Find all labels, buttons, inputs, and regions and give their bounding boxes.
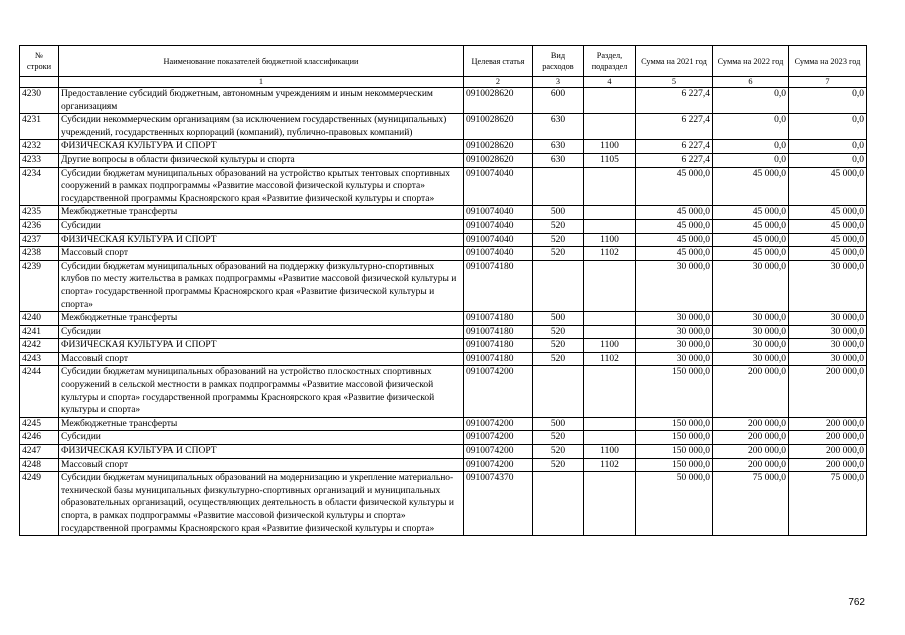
row-name: Другие вопросы в области физической культуры и спорта: [59, 153, 464, 167]
row-number: 4231: [20, 114, 59, 140]
row-sum-2021: 45 000,0: [636, 219, 713, 233]
row-target-code: 0910074200: [464, 458, 533, 472]
row-sum-2022: 200 000,0: [713, 366, 789, 417]
row-name: ФИЗИЧЕСКАЯ КУЛЬТУРА И СПОРТ: [59, 339, 464, 353]
table-row: [20, 260, 867, 311]
row-expense-type: 500: [533, 417, 584, 431]
row-expense-type: [533, 260, 584, 311]
row-section: 1105: [584, 153, 636, 167]
table-row: [20, 167, 867, 206]
row-number: 4236: [20, 219, 59, 233]
table-row: [20, 114, 867, 140]
row-section: [584, 167, 636, 206]
column-number: 7: [789, 77, 867, 88]
page-number: 762: [848, 597, 865, 608]
column-number: 2: [464, 77, 533, 88]
row-name: Субсидии бюджетам муниципальных образований на модернизацию и укрепление материально-технической базы муниципальных физкультурно-спортивных организаций и муниципальных образовательных организаций, осуществляющих деятельность в области физической культуры и спорта, в рамках подпрограммы «Развитие массовой физической культуры и спорта» государственной программы Красноярского края «Развитие физической культуры и спорта»: [59, 472, 464, 536]
row-expense-type: [533, 472, 584, 536]
column-number: 6: [713, 77, 789, 88]
row-number: 4242: [20, 339, 59, 353]
row-expense-type: 520: [533, 352, 584, 366]
row-expense-type: 520: [533, 325, 584, 339]
row-number: 4241: [20, 325, 59, 339]
row-sum-2022: 30 000,0: [713, 352, 789, 366]
row-sum-2022: 30 000,0: [713, 312, 789, 326]
row-target-code: 0910074180: [464, 260, 533, 311]
row-number: 4235: [20, 206, 59, 220]
row-section: [584, 114, 636, 140]
row-target-code: 0910074040: [464, 219, 533, 233]
row-sum-2021: 150 000,0: [636, 431, 713, 445]
row-expense-type: 520: [533, 247, 584, 261]
row-number: 4244: [20, 366, 59, 417]
header-row: [20, 46, 867, 77]
column-number-row: [20, 77, 867, 88]
row-sum-2021: 45 000,0: [636, 247, 713, 261]
row-expense-type: [533, 366, 584, 417]
row-name: Субсидии: [59, 325, 464, 339]
table-row: [20, 247, 867, 261]
row-number: 4243: [20, 352, 59, 366]
row-sum-2023: 200 000,0: [789, 431, 867, 445]
row-target-code: 0910074370: [464, 472, 533, 536]
row-section: 1102: [584, 352, 636, 366]
row-target-code: 0910074200: [464, 445, 533, 459]
row-sum-2021: 150 000,0: [636, 445, 713, 459]
row-sum-2022: 45 000,0: [713, 247, 789, 261]
table-row: [20, 153, 867, 167]
row-name: ФИЗИЧЕСКАЯ КУЛЬТУРА И СПОРТ: [59, 233, 464, 247]
row-target-code: 0910074040: [464, 206, 533, 220]
table-row: [20, 352, 867, 366]
row-sum-2021: 150 000,0: [636, 366, 713, 417]
row-sum-2023: 30 000,0: [789, 352, 867, 366]
column-number: 1: [59, 77, 464, 88]
row-name: Массовый спорт: [59, 247, 464, 261]
header-num: № строки: [20, 46, 59, 77]
row-section: 1102: [584, 458, 636, 472]
row-expense-type: 630: [533, 153, 584, 167]
row-sum-2022: 45 000,0: [713, 206, 789, 220]
row-sum-2023: 200 000,0: [789, 445, 867, 459]
row-sum-2021: 30 000,0: [636, 339, 713, 353]
row-name: Субсидии бюджетам муниципальных образований на устройство крытых тентовых спортивных сооружений в рамках подпрограммы «Развитие массовой физической культуры и спорта» государственной программы Красноярского края «Развитие физической культуры и спорта»: [59, 167, 464, 206]
row-sum-2022: 200 000,0: [713, 458, 789, 472]
row-section: 1100: [584, 140, 636, 154]
row-expense-type: 520: [533, 458, 584, 472]
row-name: Субсидии бюджетам муниципальных образований на устройство плоскостных спортивных сооружений в сельской местности в рамках подпрограммы «Развитие массовой физической культуры и спорта» государственной программы Красноярского края «Развитие физической культуры и спорта»: [59, 366, 464, 417]
row-name: Межбюджетные трансферты: [59, 417, 464, 431]
row-number: 4249: [20, 472, 59, 536]
table-row: [20, 88, 867, 114]
table-row: [20, 339, 867, 353]
row-sum-2022: 45 000,0: [713, 167, 789, 206]
row-section: [584, 417, 636, 431]
row-target-code: 0910028620: [464, 88, 533, 114]
row-sum-2021: 30 000,0: [636, 260, 713, 311]
column-number: 4: [584, 77, 636, 88]
row-sum-2022: 30 000,0: [713, 325, 789, 339]
row-expense-type: 520: [533, 445, 584, 459]
row-sum-2022: 200 000,0: [713, 445, 789, 459]
row-section: [584, 366, 636, 417]
column-number: [20, 77, 59, 88]
table-body: [20, 88, 867, 536]
row-section: [584, 219, 636, 233]
row-number: 4245: [20, 417, 59, 431]
row-sum-2021: 150 000,0: [636, 417, 713, 431]
row-name: Субсидии некоммерческим организациям (за исключением государственных (муниципальных) учреждений, государственных корпораций (компаний), публично-правовых компаний): [59, 114, 464, 140]
row-name: Межбюджетные трансферты: [59, 312, 464, 326]
row-section: 1100: [584, 233, 636, 247]
row-name: Массовый спорт: [59, 458, 464, 472]
table-row: [20, 431, 867, 445]
row-sum-2021: 150 000,0: [636, 458, 713, 472]
row-expense-type: 500: [533, 206, 584, 220]
row-sum-2022: 75 000,0: [713, 472, 789, 536]
column-number: 3: [533, 77, 584, 88]
row-sum-2022: 200 000,0: [713, 431, 789, 445]
row-number: 4239: [20, 260, 59, 311]
row-expense-type: 520: [533, 431, 584, 445]
header-sum-2022: Сумма на 2022 год: [713, 46, 789, 77]
table-row: [20, 206, 867, 220]
header-section: Раздел, подраздел: [584, 46, 636, 77]
header-sum-2021: Сумма на 2021 год: [636, 46, 713, 77]
row-target-code: 0910028620: [464, 140, 533, 154]
row-sum-2023: 30 000,0: [789, 260, 867, 311]
row-target-code: 0910074040: [464, 233, 533, 247]
budget-table: [19, 45, 867, 536]
table-row: [20, 140, 867, 154]
row-sum-2021: 30 000,0: [636, 325, 713, 339]
row-section: 1100: [584, 445, 636, 459]
row-target-code: 0910028620: [464, 153, 533, 167]
row-sum-2023: 75 000,0: [789, 472, 867, 536]
row-name: Субсидии бюджетам муниципальных образований на поддержку физкультурно-спортивных клубов по месту жительства в рамках подпрограммы «Развитие массовой физической культуры и спорта» государственной программы Красноярского края «Развитие физической культуры и спорта»: [59, 260, 464, 311]
row-section: 1100: [584, 339, 636, 353]
row-name: Субсидии: [59, 431, 464, 445]
row-number: 4247: [20, 445, 59, 459]
row-sum-2021: 6 227,4: [636, 114, 713, 140]
column-number: 5: [636, 77, 713, 88]
row-sum-2023: 200 000,0: [789, 458, 867, 472]
row-sum-2021: 45 000,0: [636, 167, 713, 206]
row-target-code: 0910074180: [464, 312, 533, 326]
table-row: [20, 472, 867, 536]
row-number: 4246: [20, 431, 59, 445]
row-name: ФИЗИЧЕСКАЯ КУЛЬТУРА И СПОРТ: [59, 445, 464, 459]
row-target-code: 0910028620: [464, 114, 533, 140]
row-sum-2023: 200 000,0: [789, 417, 867, 431]
row-sum-2023: 30 000,0: [789, 339, 867, 353]
row-expense-type: 630: [533, 114, 584, 140]
row-section: [584, 312, 636, 326]
row-sum-2021: 30 000,0: [636, 352, 713, 366]
row-sum-2023: 45 000,0: [789, 247, 867, 261]
row-sum-2023: 30 000,0: [789, 312, 867, 326]
row-expense-type: 500: [533, 312, 584, 326]
row-sum-2022: 0,0: [713, 114, 789, 140]
row-number: 4230: [20, 88, 59, 114]
row-sum-2021: 6 227,4: [636, 153, 713, 167]
row-sum-2023: 45 000,0: [789, 167, 867, 206]
row-sum-2021: 45 000,0: [636, 206, 713, 220]
row-sum-2022: 30 000,0: [713, 339, 789, 353]
row-number: 4233: [20, 153, 59, 167]
row-number: 4238: [20, 247, 59, 261]
table-row: [20, 445, 867, 459]
row-section: 1102: [584, 247, 636, 261]
row-sum-2022: 0,0: [713, 88, 789, 114]
row-section: [584, 472, 636, 536]
row-sum-2021: 30 000,0: [636, 312, 713, 326]
row-number: 4240: [20, 312, 59, 326]
row-section: [584, 325, 636, 339]
row-target-code: 0910074200: [464, 366, 533, 417]
row-sum-2023: 0,0: [789, 88, 867, 114]
row-number: 4248: [20, 458, 59, 472]
row-number: 4234: [20, 167, 59, 206]
row-expense-type: [533, 167, 584, 206]
row-target-code: 0910074180: [464, 325, 533, 339]
row-name: Межбюджетные трансферты: [59, 206, 464, 220]
row-target-code: 0910074180: [464, 339, 533, 353]
row-target-code: 0910074040: [464, 167, 533, 206]
table-row: [20, 219, 867, 233]
row-name: ФИЗИЧЕСКАЯ КУЛЬТУРА И СПОРТ: [59, 140, 464, 154]
row-sum-2023: 0,0: [789, 140, 867, 154]
row-number: 4237: [20, 233, 59, 247]
row-target-code: 0910074200: [464, 417, 533, 431]
row-sum-2021: 6 227,4: [636, 140, 713, 154]
row-sum-2023: 0,0: [789, 114, 867, 140]
table-row: [20, 325, 867, 339]
header-sum-2023: Сумма на 2023 год: [789, 46, 867, 77]
row-sum-2023: 45 000,0: [789, 219, 867, 233]
row-sum-2023: 45 000,0: [789, 233, 867, 247]
row-expense-type: 520: [533, 219, 584, 233]
header-target: Целевая статья: [464, 46, 533, 77]
table-row: [20, 312, 867, 326]
row-sum-2022: 45 000,0: [713, 233, 789, 247]
row-sum-2022: 30 000,0: [713, 260, 789, 311]
row-expense-type: 630: [533, 140, 584, 154]
row-number: 4232: [20, 140, 59, 154]
table-row: [20, 417, 867, 431]
row-sum-2023: 200 000,0: [789, 366, 867, 417]
row-expense-type: 520: [533, 339, 584, 353]
row-name: Массовый спорт: [59, 352, 464, 366]
row-sum-2022: 45 000,0: [713, 219, 789, 233]
row-sum-2022: 0,0: [713, 140, 789, 154]
table-row: [20, 458, 867, 472]
row-section: [584, 206, 636, 220]
row-section: [584, 431, 636, 445]
row-sum-2021: 6 227,4: [636, 88, 713, 114]
row-sum-2023: 0,0: [789, 153, 867, 167]
row-sum-2021: 45 000,0: [636, 233, 713, 247]
header-vid: Вид расходов: [533, 46, 584, 77]
header-name: Наименование показателей бюджетной классификации: [59, 46, 464, 77]
row-section: [584, 88, 636, 114]
row-sum-2022: 0,0: [713, 153, 789, 167]
row-section: [584, 260, 636, 311]
row-sum-2022: 200 000,0: [713, 417, 789, 431]
row-sum-2021: 50 000,0: [636, 472, 713, 536]
row-target-code: 0910074040: [464, 247, 533, 261]
row-target-code: 0910074200: [464, 431, 533, 445]
row-expense-type: 600: [533, 88, 584, 114]
row-name: Субсидии: [59, 219, 464, 233]
row-target-code: 0910074180: [464, 352, 533, 366]
row-name: Предоставление субсидий бюджетным, автономным учреждениям и иным некоммерческим организациям: [59, 88, 464, 114]
table-row: [20, 233, 867, 247]
row-sum-2023: 45 000,0: [789, 206, 867, 220]
row-expense-type: 520: [533, 233, 584, 247]
table-row: [20, 366, 867, 417]
row-sum-2023: 30 000,0: [789, 325, 867, 339]
